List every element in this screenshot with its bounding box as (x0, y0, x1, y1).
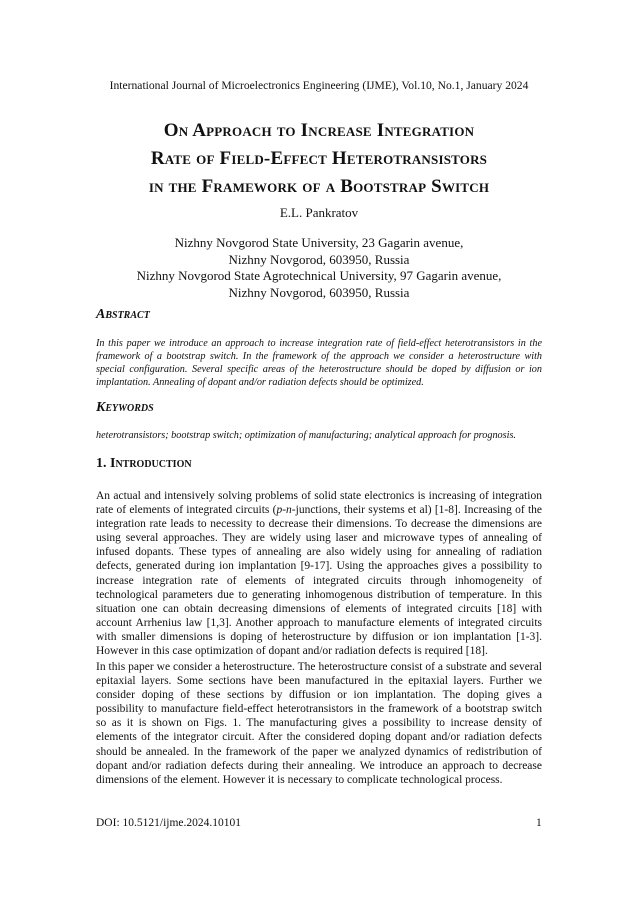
keywords-heading: Keywords (96, 400, 154, 415)
title-line: Rate of Field-Effect Heterotransistors (150, 148, 488, 169)
pn-junction-italic: p-n (276, 504, 292, 517)
introduction-paragraph-2: In this paper we consider a heterostructure. The heterostructure consist of a substrate and several epitaxial layers. Some sections have been manufactured in the epitaxial layers. Further we consider doping of these sections by diffusion or ion implantation. The doping gives a possibility to manufacture field-effect heterotransistors in the framework of a bootstrap switch so as it is shown on Figs. 1. The manufacturing gives a possibility to increase density of elements of the integrator circuit. After the considered doping dopant and/or radiation defects should be annealed. In the framework of the paper we analyzed dynamics of redistribution of dopant and/or radiation defects during their annealing. We introduce an approach to decrease dimensions of the element. However it is necessary to complicate technological process. (96, 661, 542, 786)
introduction-heading: 1. Introduction (96, 456, 192, 471)
affiliation-line: Nizhny Novgorod, 603950, Russia (228, 251, 410, 267)
paragraph-text: An actual and intensively solving problems of solid state electronics is increasing of integration rate of elements of integrated circuits ( (96, 490, 542, 517)
page-number: 1 (536, 817, 542, 829)
affiliation-line: Nizhny Novgorod, 603950, Russia (228, 284, 410, 300)
journal-header: International Journal of Microelectronics Engineering (IJME), Vol.10, No.1, January 2024 (109, 79, 529, 92)
doi-footer: DOI: 10.5121/ijme.2024.10101 (96, 817, 242, 829)
affiliations (0, 235, 638, 301)
abstract-heading: Abstract (96, 307, 150, 322)
title-line: On Approach to Increase Integration (163, 120, 475, 141)
keywords-text: heterotransistors; bootstrap switch; optimization of manufacturing; analytical approach for prognosis. (96, 430, 516, 441)
affiliation-line: Nizhny Novgorod State University, 23 Gagarin avenue, (174, 235, 464, 250)
paragraph-text: -junctions, their systems et al) [1-8]. Increasing of the integration rate leads to necessity to decrease their dimensions. To decrease the dimensions are using several approaches. They are widely using laser and microwave types of annealing of infused dopants. These types of annealing are also widely using for annealing of radiation defects, generated during ion implantation [9-17]. Using the approaches gives a possibility to increase integration rate of elements of integrated circuits through inhomogeneity of technological parameters due to generating inhomogenous distribution of temperature. In this situation one can obtain decreasing dimensions of elements of integrated circuits [18] with account Arrhenius law [1,3]. Another approach to manufacture elements of integrated circuits with smaller dimensions is doping of heterostructure by diffusion or ion implantation [1-3]. However in this case optimization of dopant and/or radiation defects is required [18]. (96, 504, 543, 658)
author-name: E.L. Pankratov (279, 205, 359, 220)
paper-title (60, 117, 578, 201)
affiliation-line: Nizhny Novgorod State Agrotechnical University, 97 Gagarin avenue, (136, 268, 502, 283)
abstract-text: In this paper we introduce an approach to increase integration rate of field-effect heterotransistors in the framework of a bootstrap switch. In the framework of the approach we consider a heterostructure with special configuration. Several specific areas of the heterostructure should be doped by diffusion or ion implantation. Annealing of dopant and/or radiation defects should be optimized. (96, 338, 542, 388)
title-line: in the Framework of a Bootstrap Switch (148, 176, 490, 197)
introduction-paragraph-1 (96, 489, 542, 658)
